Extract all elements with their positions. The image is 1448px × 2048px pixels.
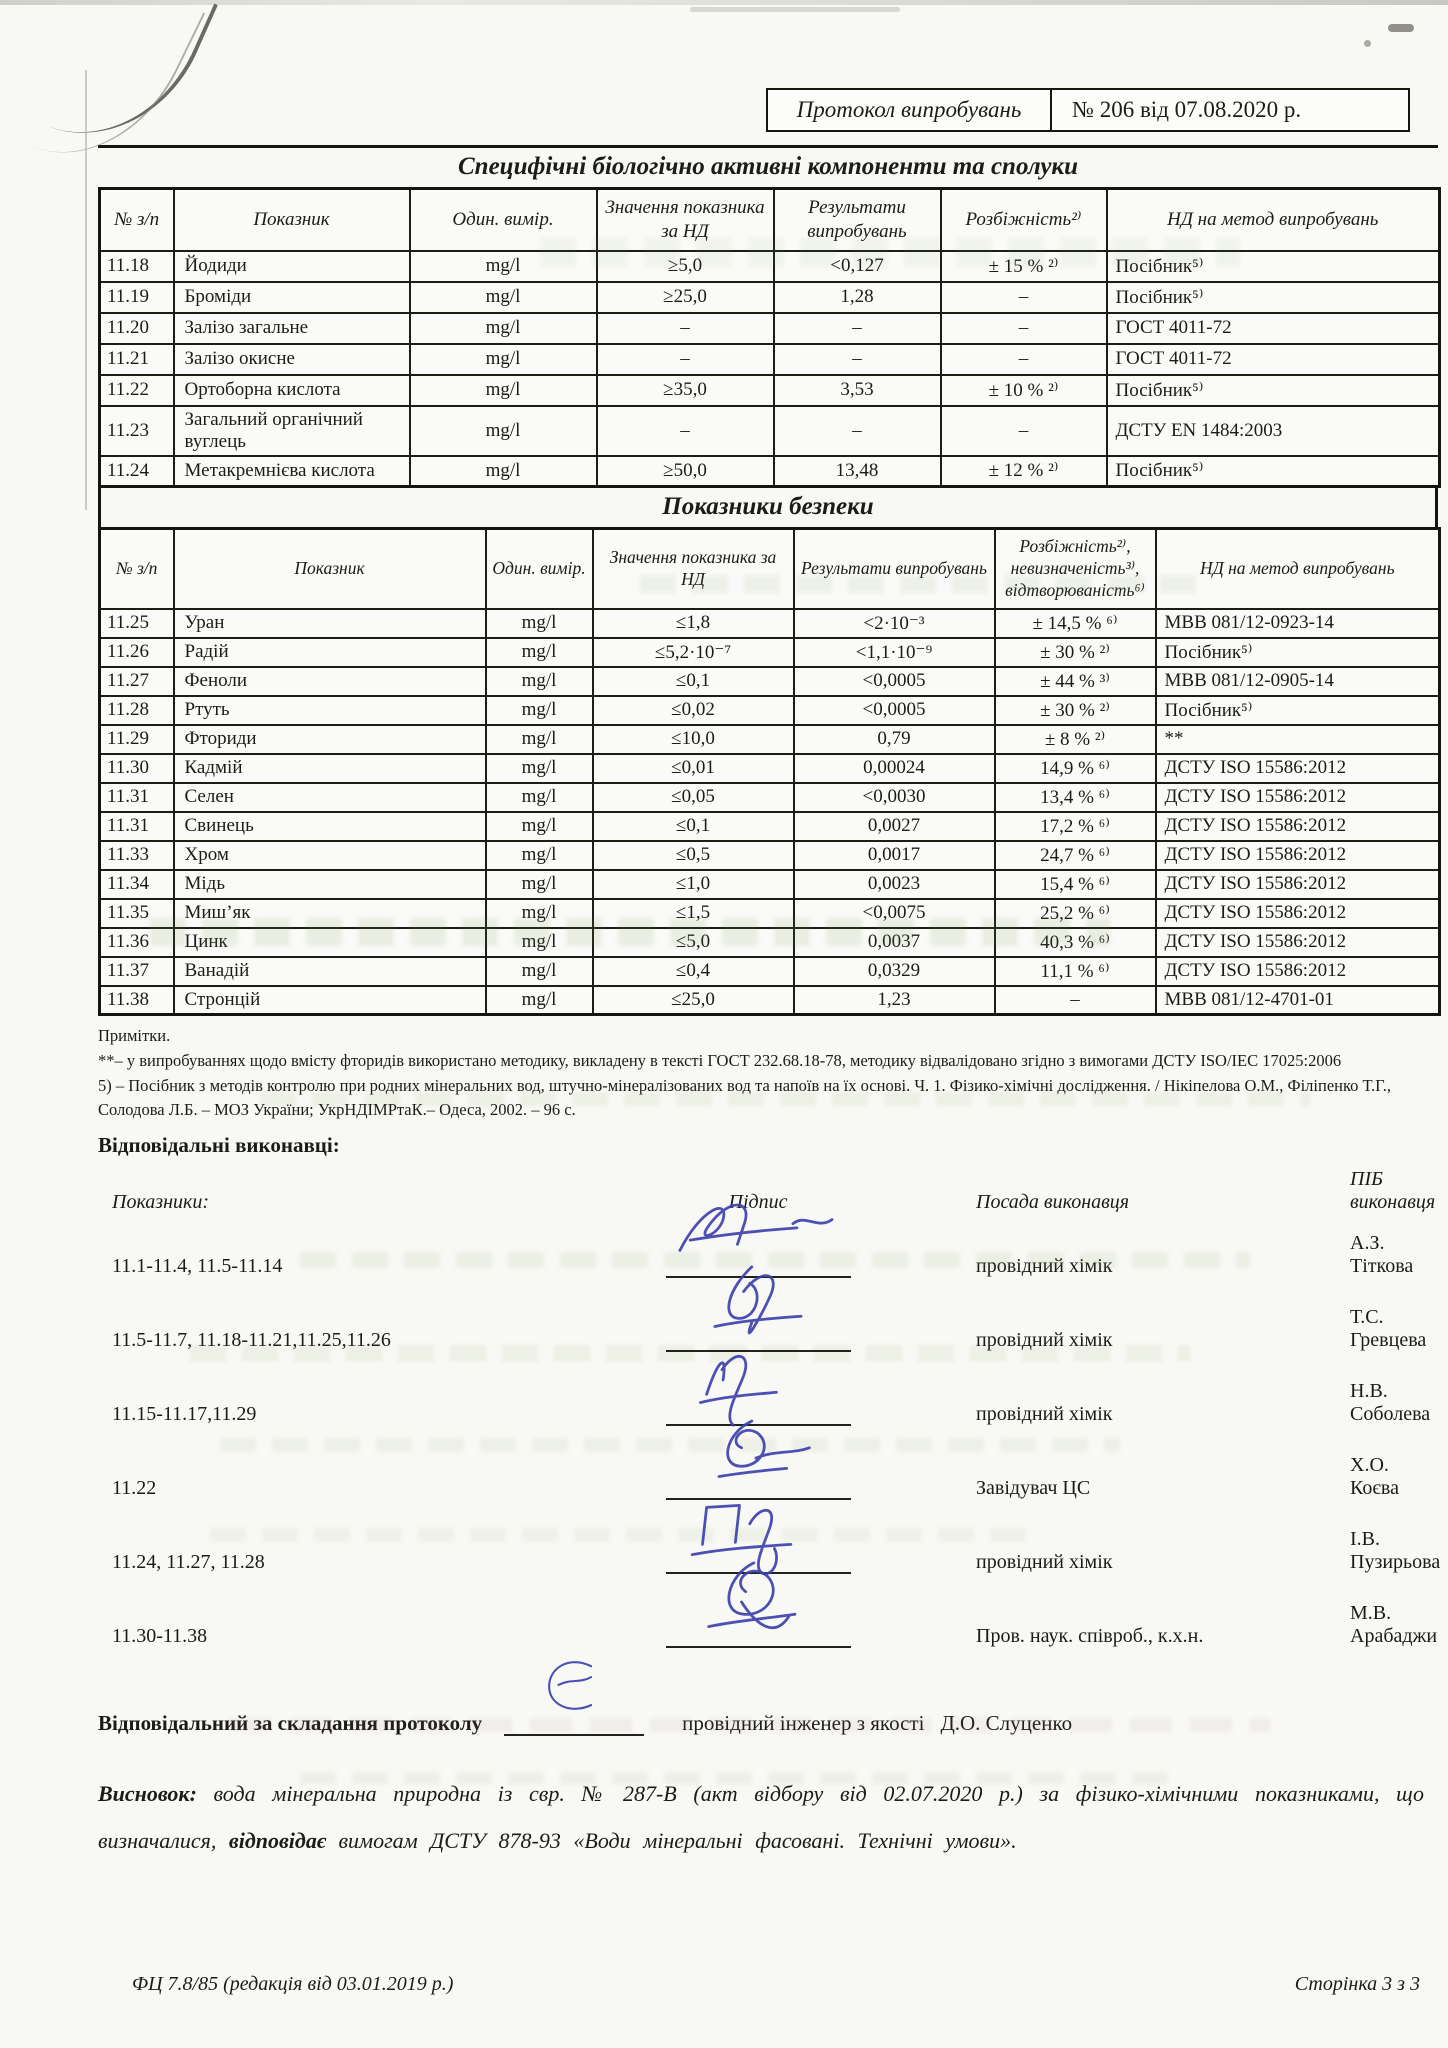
- cell-method: Посібник⁵⁾: [1156, 638, 1440, 667]
- header-divergence: Розбіжність²⁾: [941, 189, 1107, 251]
- cell-divergence: ± 44 % ³⁾: [995, 667, 1156, 696]
- table-row: [100, 638, 1440, 667]
- cell-unit: mg/l: [486, 754, 593, 783]
- cell-indicator: Залізо окисне: [174, 344, 410, 375]
- table-row: [100, 725, 1440, 754]
- cell-num: 11.27: [100, 667, 174, 696]
- note-handbook-reference: 5) – Посібник з методів контролю при родних мінеральних вод, штучно-мінералізованих вод та напоїв на їх основі. Ч. 1. Фізико-хімічні дослідження. / Нікіпелова О.М., Філіпенко Т.Г., Солодова Л.Б. – МОЗ України; УкрНДІМРтаК.– Одеса, 2002. – 96 с.: [98, 1075, 1392, 1120]
- cell-indicator: Йодиди: [174, 251, 410, 282]
- cell-unit: mg/l: [486, 696, 593, 725]
- cell-divergence: ± 30 % ²⁾: [995, 696, 1156, 725]
- cell-unit: mg/l: [410, 282, 597, 313]
- cell-divergence: ± 10 % ²⁾: [941, 375, 1107, 406]
- table-row: [100, 841, 1440, 870]
- executors-col-name: ПІБ виконавця: [1350, 1168, 1436, 1214]
- cell-divergence: –: [941, 313, 1107, 344]
- cell-divergence: 14,9 % ⁶⁾: [995, 754, 1156, 783]
- cell-divergence: ± 12 % ²⁾: [941, 456, 1107, 487]
- executors-col-signature: Підпис: [728, 1191, 788, 1214]
- cell-divergence: ± 30 % ²⁾: [995, 638, 1156, 667]
- cell-unit: mg/l: [486, 841, 593, 870]
- cell-method: Посібник⁵⁾: [1107, 282, 1440, 313]
- table-row: [100, 313, 1440, 344]
- notes-title: Примітки.: [98, 1026, 171, 1046]
- cell-divergence: –: [941, 406, 1107, 456]
- cell-method: **: [1156, 725, 1440, 754]
- header-nd-value: Значення показника за НД: [597, 189, 774, 251]
- cell-result: <1,1·10⁻⁹: [794, 638, 995, 667]
- cell-indicator: Ванадій: [174, 957, 486, 986]
- cell-result: 3,53: [774, 375, 941, 406]
- cell-result: 0,0037: [794, 928, 995, 957]
- cell-num: 11.19: [100, 282, 174, 313]
- cell-indicator: Стронцій: [174, 986, 486, 1015]
- cell-divergence: 13,4 % ⁶⁾: [995, 783, 1156, 812]
- cell-unit: mg/l: [486, 812, 593, 841]
- table-header-row: [100, 189, 1440, 251]
- cell-num: 11.18: [100, 251, 174, 282]
- cell-result: 1,28: [774, 282, 941, 313]
- cell-num: 11.20: [100, 313, 174, 344]
- executor-position: Завідувач ЦС: [976, 1477, 1091, 1500]
- cell-method: МВВ 081/12-0905-14: [1156, 667, 1440, 696]
- cell-indicator: Уран: [174, 609, 486, 638]
- page-number: Сторінка 3 з 3: [1294, 1973, 1420, 1995]
- responsible-signature-cell: [504, 1734, 644, 1736]
- cell-indicator: Ортоборна кислота: [174, 375, 410, 406]
- form-code: ФЦ 7.8/85 (редакція від 03.01.2019 р.): [132, 1973, 454, 1995]
- cell-result: 0,00024: [794, 754, 995, 783]
- cell-indicator: Феноли: [174, 667, 486, 696]
- cell-indicator: Цинк: [174, 928, 486, 957]
- cell-method: ДСТУ ISO 15586:2012: [1156, 783, 1440, 812]
- cell-indicator: Мідь: [174, 870, 486, 899]
- cell-divergence: 15,4 % ⁶⁾: [995, 870, 1156, 899]
- cell-nd-value: –: [597, 406, 774, 456]
- cell-indicator: Радій: [174, 638, 486, 667]
- header-result: Результати випробувань: [794, 529, 995, 609]
- table-row: [100, 899, 1440, 928]
- cell-method: ДСТУ EN 1484:2003: [1107, 406, 1440, 456]
- cell-nd-value: ≤0,1: [593, 667, 794, 696]
- table-row: [100, 928, 1440, 957]
- table-row: [100, 957, 1440, 986]
- cell-num: 11.22: [100, 375, 174, 406]
- cell-nd-value: ≤0,01: [593, 754, 794, 783]
- cell-divergence: ± 15 % ²⁾: [941, 251, 1107, 282]
- table-row: [100, 667, 1440, 696]
- cell-nd-value: ≤0,4: [593, 957, 794, 986]
- table-row: [100, 870, 1440, 899]
- handwritten-signature: [504, 1642, 644, 1734]
- cell-divergence: ± 8 % ²⁾: [995, 725, 1156, 754]
- cell-result: 0,0027: [794, 812, 995, 841]
- executor-name: Н.В. Соболева: [1350, 1380, 1431, 1426]
- cell-method: МВВ 081/12-0923-14: [1156, 609, 1440, 638]
- cell-indicator: Загальний органічний вуглець: [174, 406, 410, 456]
- cell-num: 11.33: [100, 841, 174, 870]
- cell-indicator: Залізо загальне: [174, 313, 410, 344]
- header-method: НД на метод випробувань: [1156, 529, 1440, 609]
- cell-result: 0,0329: [794, 957, 995, 986]
- cell-divergence: –: [941, 344, 1107, 375]
- cell-nd-value: ≤0,02: [593, 696, 794, 725]
- responsible-position: провідний інженер з якості: [682, 1711, 925, 1736]
- executor-name: Х.О. Коєва: [1350, 1454, 1399, 1500]
- cell-method: ДСТУ ISO 15586:2012: [1156, 899, 1440, 928]
- executor-signature-cell: [598, 1584, 918, 1658]
- executor-indicators: 11.24, 11.27, 11.28: [112, 1551, 265, 1574]
- cell-method: Посібник⁵⁾: [1156, 696, 1440, 725]
- scan-smudge-artifact: [690, 7, 900, 12]
- scan-top-edge-artifact: [0, 0, 1448, 5]
- cell-result: –: [774, 344, 941, 375]
- cell-unit: mg/l: [410, 456, 597, 487]
- executors-col-position: Посада виконавця: [976, 1191, 1130, 1214]
- cell-result: 0,0017: [794, 841, 995, 870]
- cell-method: ДСТУ ISO 15586:2012: [1156, 841, 1440, 870]
- cell-nd-value: ≤1,0: [593, 870, 794, 899]
- cell-nd-value: ≤0,5: [593, 841, 794, 870]
- cell-method: ДСТУ ISO 15586:2012: [1156, 928, 1440, 957]
- cell-unit: mg/l: [486, 899, 593, 928]
- cell-method: Посібник⁵⁾: [1107, 251, 1440, 282]
- cell-unit: mg/l: [410, 313, 597, 344]
- conclusion-emphasis: відповідає: [228, 1828, 326, 1854]
- cell-num: 11.29: [100, 725, 174, 754]
- conclusion-paragraph: [98, 1770, 1438, 1865]
- executor-name: І.В. Пузирьова: [1350, 1528, 1441, 1574]
- executor-name: А.З. Тіткова: [1350, 1232, 1414, 1278]
- cell-indicator: Кадмій: [174, 754, 486, 783]
- cell-nd-value: –: [597, 313, 774, 344]
- cell-unit: mg/l: [410, 406, 597, 456]
- cell-indicator: Броміди: [174, 282, 410, 313]
- table-row: [100, 986, 1440, 1015]
- conclusion-text: вимогам ДСТУ 878-93 «Води мінеральні фасовані. Технічні умови».: [325, 1828, 1017, 1854]
- cell-result: <0,0075: [794, 899, 995, 928]
- cell-nd-value: ≤5,0: [593, 928, 794, 957]
- cell-unit: mg/l: [486, 870, 593, 899]
- cell-nd-value: ≤1,8: [593, 609, 794, 638]
- cell-nd-value: ≤5,2·10⁻⁷: [593, 638, 794, 667]
- table-row: [100, 609, 1440, 638]
- cell-unit: mg/l: [486, 957, 593, 986]
- cell-nd-value: ≤10,0: [593, 725, 794, 754]
- cell-result: <2·10⁻³: [794, 609, 995, 638]
- cell-nd-value: –: [597, 344, 774, 375]
- table-row: [100, 456, 1440, 487]
- executor-position: провідний хімік: [976, 1551, 1113, 1574]
- executors-rows: [98, 1214, 1441, 1658]
- executor-indicators: 11.1-11.4, 11.5-11.14: [112, 1255, 283, 1278]
- cell-result: 0,79: [794, 725, 995, 754]
- scan-smudge-artifact: [1388, 24, 1414, 32]
- cell-divergence: 17,2 % ⁶⁾: [995, 812, 1156, 841]
- cell-num: 11.36: [100, 928, 174, 957]
- cell-unit: mg/l: [486, 638, 593, 667]
- cell-unit: mg/l: [486, 928, 593, 957]
- scan-smudge-artifact: [1364, 40, 1371, 47]
- table-row: [100, 783, 1440, 812]
- cell-method: ДСТУ ISO 15586:2012: [1156, 754, 1440, 783]
- cell-result: <0,0005: [794, 696, 995, 725]
- table-row: [100, 344, 1440, 375]
- cell-num: 11.31: [100, 783, 174, 812]
- executor-indicators: 11.22: [112, 1477, 157, 1500]
- cell-divergence: –: [995, 986, 1156, 1015]
- executors-heading: Відповідальні виконавці:: [98, 1133, 340, 1158]
- cell-result: <0,0030: [794, 783, 995, 812]
- cell-unit: mg/l: [486, 725, 593, 754]
- conclusion-label: Висновок:: [98, 1781, 197, 1807]
- cell-indicator: Селен: [174, 783, 486, 812]
- table-row: [100, 282, 1440, 313]
- cell-num: 11.24: [100, 456, 174, 487]
- cell-divergence: 25,2 % ⁶⁾: [995, 899, 1156, 928]
- cell-num: 11.21: [100, 344, 174, 375]
- cell-unit: mg/l: [486, 609, 593, 638]
- cell-num: 11.37: [100, 957, 174, 986]
- cell-num: 11.26: [100, 638, 174, 667]
- section-title-safety: Показники безпеки: [98, 488, 1438, 527]
- cell-method: ДСТУ ISO 15586:2012: [1156, 812, 1440, 841]
- cell-unit: mg/l: [486, 783, 593, 812]
- cell-nd-value: ≥35,0: [597, 375, 774, 406]
- cell-unit: mg/l: [410, 375, 597, 406]
- cell-divergence: 24,7 % ⁶⁾: [995, 841, 1156, 870]
- protocol-number: № 206 від 07.08.2020 р.: [1072, 97, 1302, 122]
- cell-num: 11.28: [100, 696, 174, 725]
- cell-method: ГОСТ 4011-72: [1107, 344, 1440, 375]
- cell-unit: mg/l: [410, 344, 597, 375]
- cell-nd-value: ≤0,1: [593, 812, 794, 841]
- executor-position: Пров. наук. співроб., к.х.н.: [976, 1625, 1204, 1648]
- handwritten-signature: [666, 1552, 851, 1656]
- cell-result: <0,127: [774, 251, 941, 282]
- blank-area: [98, 1865, 1438, 1973]
- cell-unit: mg/l: [486, 986, 593, 1015]
- executor-position: провідний хімік: [976, 1255, 1113, 1278]
- header-divergence: Розбіжність²⁾, невизначеність³⁾, відтворюваність⁶⁾: [995, 529, 1156, 609]
- cell-nd-value: ≥5,0: [597, 251, 774, 282]
- cell-result: –: [774, 406, 941, 456]
- cell-num: 11.34: [100, 870, 174, 899]
- note-fluoride-method: **– у випробуваннях щодо вмісту фторидів використано методику, викладену в тексті ГОСТ 232.68.18-78, методику відвалідовано згідно з вимогами ДСТУ ISO/IEC 17025:2006: [98, 1050, 1342, 1070]
- cell-unit: mg/l: [410, 251, 597, 282]
- executors-col-indicators: Показники:: [112, 1191, 210, 1214]
- protocol-header-box: [766, 88, 1410, 132]
- header-method: НД на метод випробувань: [1107, 189, 1440, 251]
- cell-result: –: [774, 313, 941, 344]
- executor-indicators: 11.15-11.17,11.29: [112, 1403, 257, 1426]
- cell-indicator: Свинець: [174, 812, 486, 841]
- cell-indicator: Фториди: [174, 725, 486, 754]
- cell-unit: mg/l: [486, 667, 593, 696]
- cell-method: Посібник⁵⁾: [1107, 375, 1440, 406]
- responsible-name: Д.О. Слуценко: [940, 1711, 1073, 1736]
- protocol-header-row: [98, 88, 1438, 132]
- signature-line: [504, 1734, 644, 1736]
- header-nd-value: Значення показника за НД: [593, 529, 794, 609]
- header-indicator: Показник: [174, 189, 410, 251]
- cell-num: 11.38: [100, 986, 174, 1015]
- cell-method: МВВ 081/12-4701-01: [1156, 986, 1440, 1015]
- executor-name: М.В. Арабаджи: [1350, 1602, 1438, 1648]
- cell-result: 0,0023: [794, 870, 995, 899]
- responsible-row: [98, 1684, 1438, 1736]
- header-unit: Один. вимір.: [410, 189, 597, 251]
- page-footer: [98, 1973, 1438, 1996]
- executor-name: Т.С. Гревцева: [1350, 1306, 1427, 1352]
- cell-num: 11.23: [100, 406, 174, 456]
- header-unit: Один. вимір.: [486, 529, 593, 609]
- cell-num: 11.25: [100, 609, 174, 638]
- cell-method: Посібник⁵⁾: [1107, 456, 1440, 487]
- header-result: Результати випробувань: [774, 189, 941, 251]
- cell-nd-value: ≤1,5: [593, 899, 794, 928]
- cell-divergence: ± 14,5 % ⁶⁾: [995, 609, 1156, 638]
- table-safety-indicators: [98, 527, 1441, 1016]
- header-num: № з/п: [100, 189, 174, 251]
- cell-result: <0,0005: [794, 667, 995, 696]
- executor-position: провідний хімік: [976, 1403, 1113, 1426]
- cell-divergence: 11,1 % ⁶⁾: [995, 957, 1156, 986]
- executor-indicators: 11.5-11.7, 11.18-11.21,11.25,11.26: [112, 1329, 391, 1352]
- conclusion-text: вода мінеральна природна із свр. № 287-В (акт відбору від 02.07.2020 р.) за фізико-хімічними показниками, що визначалися,: [98, 1781, 1424, 1854]
- cell-num: 11.31: [100, 812, 174, 841]
- executor-position: провідний хімік: [976, 1329, 1113, 1352]
- section-title-specific-components: Специфічні біологічно активні компоненти та сполуки: [457, 153, 1078, 180]
- table-row: [100, 696, 1440, 725]
- cell-num: 11.35: [100, 899, 174, 928]
- header-num: № з/п: [100, 529, 174, 609]
- cell-nd-value: ≥50,0: [597, 456, 774, 487]
- table-header-row: [100, 529, 1440, 609]
- protocol-title: Протокол випробувань: [768, 90, 1052, 130]
- responsible-label: Відповідальний за складання протоколу: [98, 1711, 483, 1736]
- table-row: [100, 251, 1440, 282]
- table-specific-components: [98, 187, 1441, 488]
- table-row: [100, 406, 1440, 456]
- scan-left-crease-artifact: [85, 70, 87, 510]
- cell-indicator: Хром: [174, 841, 486, 870]
- cell-method: ДСТУ ISO 15586:2012: [1156, 957, 1440, 986]
- cell-nd-value: ≤0,05: [593, 783, 794, 812]
- cell-indicator: Метакремнієва кислота: [174, 456, 410, 487]
- cell-nd-value: ≥25,0: [597, 282, 774, 313]
- header-indicator: Показник: [174, 529, 486, 609]
- cell-divergence: 40,3 % ⁶⁾: [995, 928, 1156, 957]
- notes-block: [98, 1024, 1438, 1123]
- cell-method: ГОСТ 4011-72: [1107, 313, 1440, 344]
- table-row: [100, 754, 1440, 783]
- table-row: [100, 812, 1440, 841]
- cell-method: ДСТУ ISO 15586:2012: [1156, 870, 1440, 899]
- cell-divergence: –: [941, 282, 1107, 313]
- cell-indicator: Ртуть: [174, 696, 486, 725]
- executor-indicators: 11.30-11.38: [112, 1625, 208, 1648]
- cell-result: 13,48: [774, 456, 941, 487]
- cell-num: 11.30: [100, 754, 174, 783]
- cell-result: 1,23: [794, 986, 995, 1015]
- cell-nd-value: ≤25,0: [593, 986, 794, 1015]
- cell-indicator: Миш’як: [174, 899, 486, 928]
- table-row: [100, 375, 1440, 406]
